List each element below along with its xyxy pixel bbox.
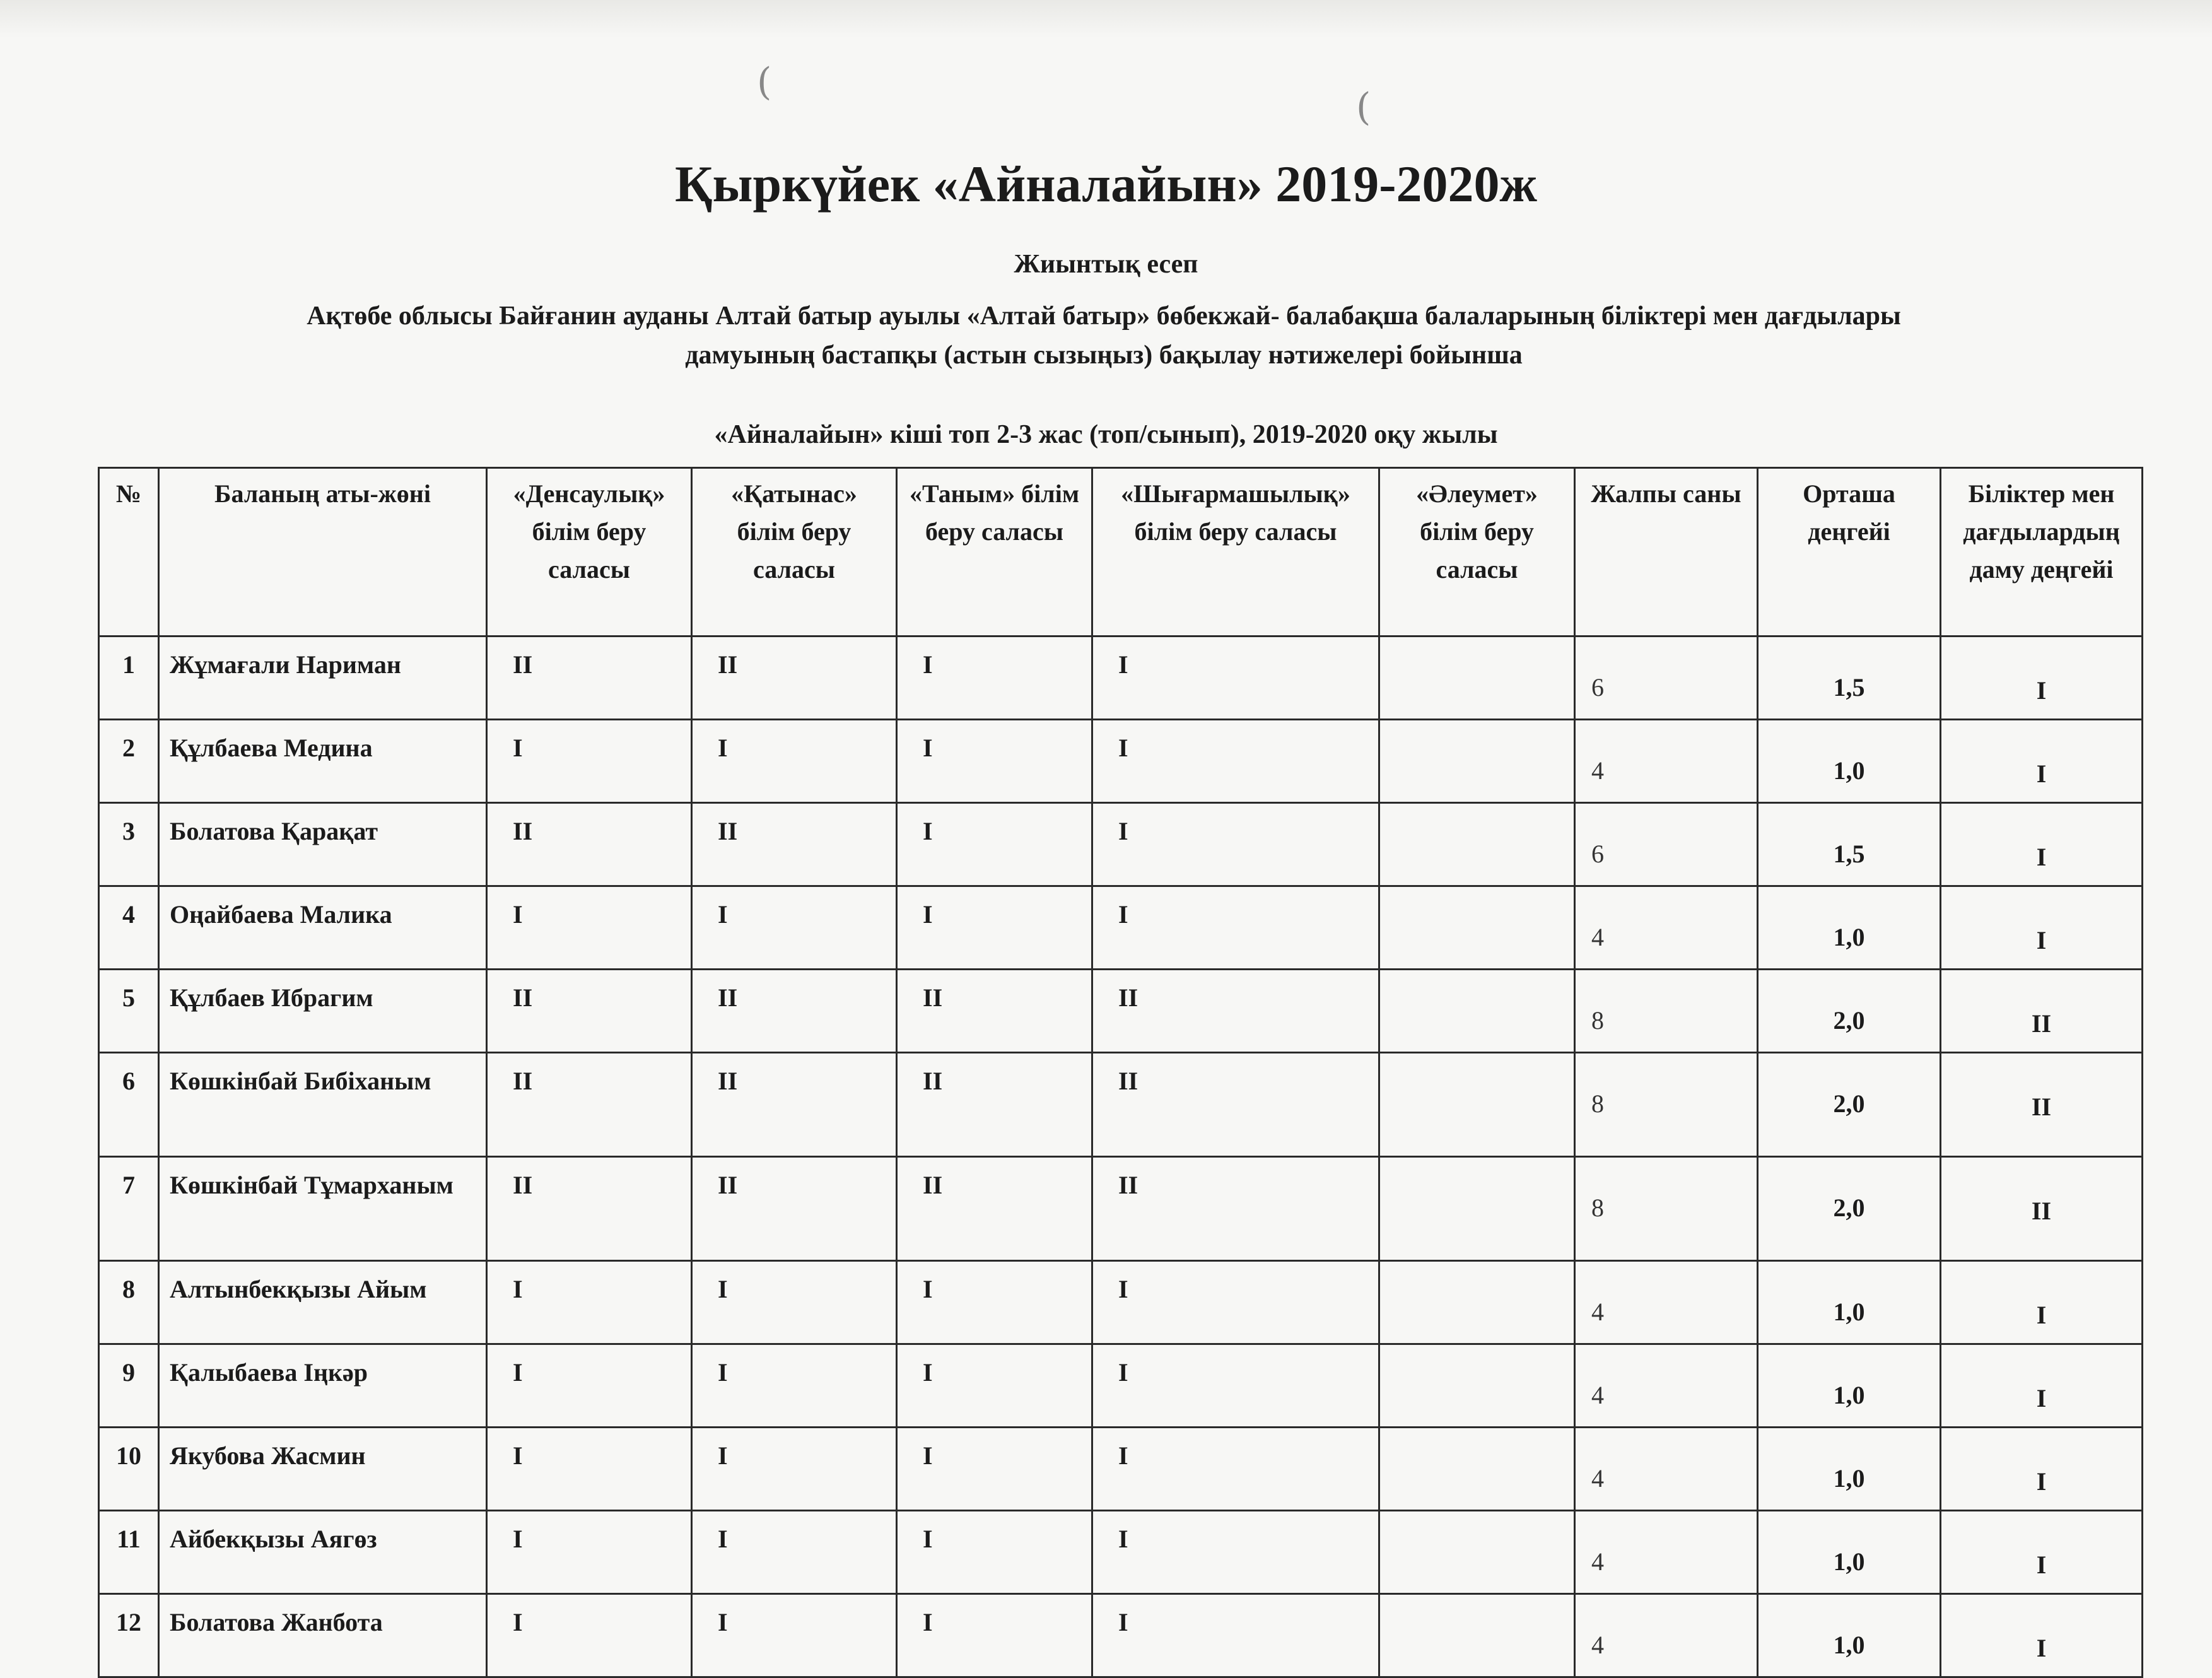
- development-level: I: [1941, 720, 2143, 803]
- grade-aleumet: [1379, 1511, 1575, 1594]
- row-number: 11: [99, 1511, 159, 1594]
- grade-densaulyk: I: [487, 1344, 692, 1428]
- development-level: I: [1941, 1511, 2143, 1594]
- table-row: [99, 1157, 2143, 1261]
- header-katynas: «Қатынас» білім беру саласы: [692, 468, 897, 637]
- child-name: Якубова Жасмин: [159, 1428, 487, 1511]
- group-line: «Айналайын» кіші топ 2-3 жас (топ/сынып), 2019-2020 оқу жылы: [714, 420, 1498, 449]
- table-row: [99, 1344, 2143, 1428]
- table-header-row: [99, 468, 2143, 637]
- grade-shygarmashylyk: II: [1092, 1157, 1379, 1261]
- description-line-2: дамуының бастапқы (астын сызыңыз) бақылау нәтижелері бойынша: [685, 341, 1523, 370]
- grade-densaulyk: I: [487, 1261, 692, 1344]
- child-name: Алтынбекқызы Айым: [159, 1261, 487, 1344]
- grade-aleumet: [1379, 637, 1575, 720]
- grade-aleumet: [1379, 970, 1575, 1053]
- table-row: [99, 886, 2143, 970]
- document-title: Қыркүйек «Айналайын» 2019-2020ж: [675, 155, 1537, 213]
- grade-tanym: I: [897, 1344, 1092, 1428]
- grade-katynas: I: [692, 1511, 897, 1594]
- grade-densaulyk: I: [487, 1511, 692, 1594]
- grade-aleumet: [1379, 1053, 1575, 1157]
- grade-densaulyk: II: [487, 970, 692, 1053]
- average-level: 1,0: [1758, 1594, 1941, 1677]
- grade-tanym: I: [897, 1594, 1092, 1677]
- header-densaulyk: «Денсаулық» білім беру саласы: [487, 468, 692, 637]
- child-name: Құлбаев Ибрагим: [159, 970, 487, 1053]
- average-level: 2,0: [1758, 1053, 1941, 1157]
- grade-shygarmashylyk: I: [1092, 637, 1379, 720]
- row-number: 4: [99, 886, 159, 970]
- development-level: I: [1941, 637, 2143, 720]
- total-count: 4: [1575, 1594, 1758, 1677]
- grade-aleumet: [1379, 886, 1575, 970]
- child-name: Айбекқызы Аягөз: [159, 1511, 487, 1594]
- grade-densaulyk: II: [487, 637, 692, 720]
- grade-aleumet: [1379, 720, 1575, 803]
- grade-katynas: I: [692, 886, 897, 970]
- grade-shygarmashylyk: II: [1092, 970, 1379, 1053]
- total-count: 4: [1575, 886, 1758, 970]
- grade-densaulyk: II: [487, 1157, 692, 1261]
- average-level: 2,0: [1758, 1157, 1941, 1261]
- grade-katynas: I: [692, 720, 897, 803]
- row-number: 10: [99, 1428, 159, 1511]
- table-row: [99, 970, 2143, 1053]
- total-count: 6: [1575, 803, 1758, 886]
- row-number: 6: [99, 1053, 159, 1157]
- header-number: №: [99, 468, 159, 637]
- development-level: I: [1941, 803, 2143, 886]
- document-description: [189, 296, 2018, 375]
- grade-aleumet: [1379, 1428, 1575, 1511]
- grade-shygarmashylyk: I: [1092, 886, 1379, 970]
- grade-densaulyk: II: [487, 803, 692, 886]
- row-number: 5: [99, 970, 159, 1053]
- table-row: [99, 1428, 2143, 1511]
- grade-katynas: II: [692, 803, 897, 886]
- grade-katynas: II: [692, 1053, 897, 1157]
- development-level: II: [1941, 1157, 2143, 1261]
- grade-aleumet: [1379, 1157, 1575, 1261]
- header-aleumet: «Әлеумет» білім беру саласы: [1379, 468, 1575, 637]
- average-level: 1,0: [1758, 1428, 1941, 1511]
- row-number: 2: [99, 720, 159, 803]
- punch-hole-mark: (: [757, 60, 772, 104]
- grade-aleumet: [1379, 1261, 1575, 1344]
- child-name: Көшкінбай Тұмарханым: [159, 1157, 487, 1261]
- grade-densaulyk: I: [487, 1428, 692, 1511]
- grade-shygarmashylyk: I: [1092, 1344, 1379, 1428]
- grade-shygarmashylyk: I: [1092, 803, 1379, 886]
- grade-katynas: II: [692, 970, 897, 1053]
- development-level: I: [1941, 1594, 2143, 1677]
- punch-hole-mark: (: [1356, 85, 1371, 129]
- child-name: Қалыбаева Іңкәр: [159, 1344, 487, 1428]
- average-level: 1,0: [1758, 1511, 1941, 1594]
- child-name: Жұмағали Нариман: [159, 637, 487, 720]
- grade-tanym: II: [897, 970, 1092, 1053]
- development-level: I: [1941, 1344, 2143, 1428]
- grade-katynas: I: [692, 1594, 897, 1677]
- row-number: 1: [99, 637, 159, 720]
- grade-tanym: I: [897, 803, 1092, 886]
- average-level: 1,0: [1758, 1344, 1941, 1428]
- child-name: Болатова Қарақат: [159, 803, 487, 886]
- grade-aleumet: [1379, 803, 1575, 886]
- header-shygarmashylyk: «Шығармашылық» білім беру саласы: [1092, 468, 1379, 637]
- development-level: I: [1941, 1261, 2143, 1344]
- document-subtitle: Жиынтық есеп: [1014, 250, 1198, 279]
- table-row: [99, 1053, 2143, 1157]
- table-row: [99, 1511, 2143, 1594]
- grade-tanym: I: [897, 886, 1092, 970]
- average-level: 2,0: [1758, 970, 1941, 1053]
- child-name: Болатова Жанбота: [159, 1594, 487, 1677]
- average-level: 1,5: [1758, 637, 1941, 720]
- header-total: Жалпы саны: [1575, 468, 1758, 637]
- grade-shygarmashylyk: I: [1092, 1511, 1379, 1594]
- grade-katynas: I: [692, 1428, 897, 1511]
- table-row: [99, 1261, 2143, 1344]
- development-level: I: [1941, 1428, 2143, 1511]
- total-count: 4: [1575, 720, 1758, 803]
- header-child-name: Баланың аты-жөні: [159, 468, 487, 637]
- grade-tanym: I: [897, 1261, 1092, 1344]
- grade-shygarmashylyk: I: [1092, 720, 1379, 803]
- grade-shygarmashylyk: I: [1092, 1261, 1379, 1344]
- total-count: 4: [1575, 1261, 1758, 1344]
- grade-katynas: I: [692, 1344, 897, 1428]
- row-number: 9: [99, 1344, 159, 1428]
- grade-densaulyk: I: [487, 1594, 692, 1677]
- header-average: Орташа деңгейі: [1758, 468, 1941, 637]
- grade-tanym: II: [897, 1053, 1092, 1157]
- row-number: 3: [99, 803, 159, 886]
- total-count: 8: [1575, 1157, 1758, 1261]
- table-row: [99, 637, 2143, 720]
- grade-densaulyk: I: [487, 720, 692, 803]
- table-row: [99, 803, 2143, 886]
- scan-edge-shadow: [0, 0, 2212, 38]
- average-level: 1,5: [1758, 803, 1941, 886]
- grade-katynas: II: [692, 1157, 897, 1261]
- total-count: 6: [1575, 637, 1758, 720]
- total-count: 4: [1575, 1344, 1758, 1428]
- grade-shygarmashylyk: I: [1092, 1594, 1379, 1677]
- header-development-level: Біліктер мен дағдылардың даму деңгейі: [1941, 468, 2143, 637]
- development-level: I: [1941, 886, 2143, 970]
- row-number: 8: [99, 1261, 159, 1344]
- grade-shygarmashylyk: I: [1092, 1428, 1379, 1511]
- table-row: [99, 720, 2143, 803]
- table-row: [99, 1594, 2143, 1677]
- total-count: 8: [1575, 1053, 1758, 1157]
- total-count: 4: [1575, 1511, 1758, 1594]
- grade-tanym: I: [897, 637, 1092, 720]
- total-count: 8: [1575, 970, 1758, 1053]
- grade-densaulyk: I: [487, 886, 692, 970]
- grade-katynas: II: [692, 637, 897, 720]
- grade-densaulyk: II: [487, 1053, 692, 1157]
- average-level: 1,0: [1758, 886, 1941, 970]
- grade-katynas: I: [692, 1261, 897, 1344]
- grade-tanym: II: [897, 1157, 1092, 1261]
- child-name: Көшкінбай Бибіханым: [159, 1053, 487, 1157]
- total-count: 4: [1575, 1428, 1758, 1511]
- development-level: II: [1941, 1053, 2143, 1157]
- child-name: Құлбаева Медина: [159, 720, 487, 803]
- grade-tanym: I: [897, 1511, 1092, 1594]
- grade-tanym: I: [897, 1428, 1092, 1511]
- grade-aleumet: [1379, 1594, 1575, 1677]
- results-table: [98, 467, 2143, 1678]
- description-line-1: Ақтөбе облысы Байғанин ауданы Алтай батыр ауылы «Алтай батыр» бөбекжай- балабақша балаларының біліктері мен дағдылары: [307, 302, 1901, 331]
- average-level: 1,0: [1758, 1261, 1941, 1344]
- development-level: II: [1941, 970, 2143, 1053]
- child-name: Оңайбаева Малика: [159, 886, 487, 970]
- average-level: 1,0: [1758, 720, 1941, 803]
- grade-shygarmashylyk: II: [1092, 1053, 1379, 1157]
- row-number: 12: [99, 1594, 159, 1677]
- header-tanym: «Таным» білім беру саласы: [897, 468, 1092, 637]
- grade-aleumet: [1379, 1344, 1575, 1428]
- grade-tanym: I: [897, 720, 1092, 803]
- row-number: 7: [99, 1157, 159, 1261]
